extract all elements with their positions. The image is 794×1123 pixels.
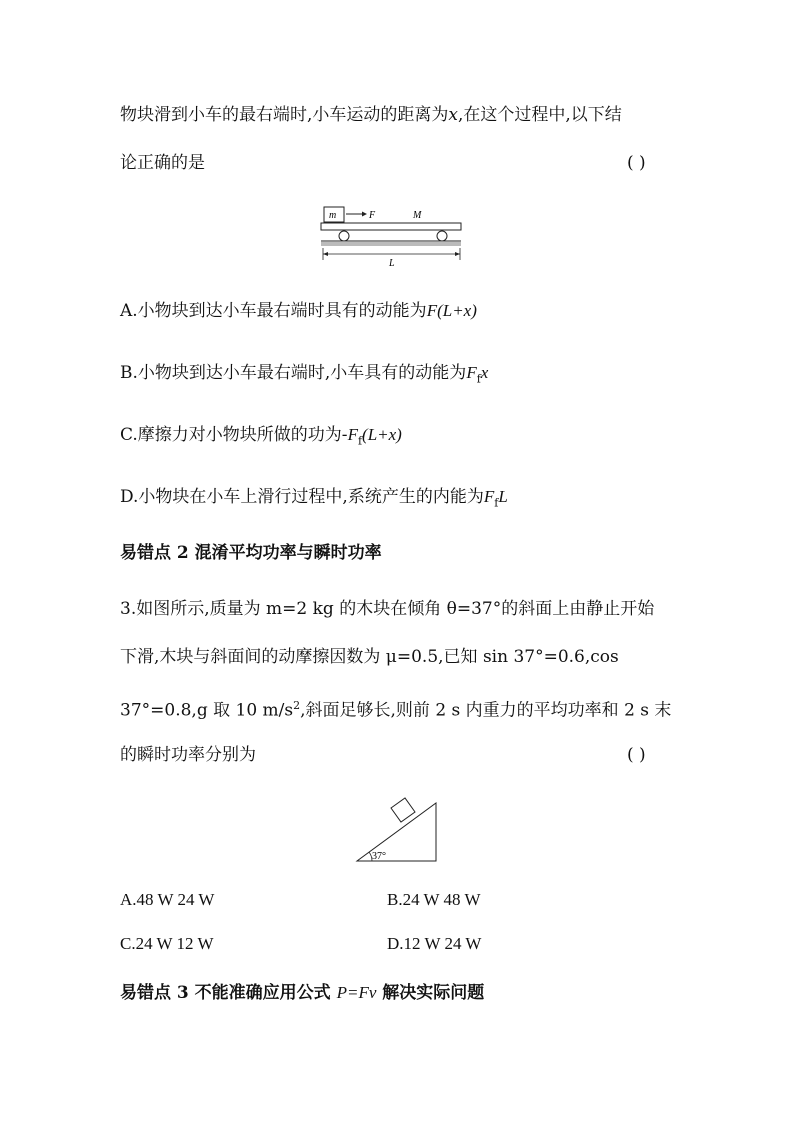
section-3-heading-formula: P=Fv [336, 983, 377, 1002]
q3-stem-line3 [120, 694, 671, 723]
q3-stem-line2: 下滑,木块与斜面间的动摩擦因数为 μ=0.5,已知 sin 37°=0.6,cos [120, 647, 619, 667]
q2-answer-paren: ( ) [627, 153, 646, 173]
q3-option-d: D.12 W 24 W [387, 934, 482, 953]
angle-label: 37° [372, 851, 386, 862]
incline-block [391, 798, 415, 822]
cart-wheel-right [437, 231, 447, 241]
q2-option-c [120, 423, 402, 453]
length-arrow-right [455, 252, 460, 256]
q2-option-c-text: C.摩擦力对小物块所做的功为- [120, 425, 348, 445]
q2-stem-line1-text-a: 物块滑到小车的最右端时,小车运动的距离为 [120, 105, 449, 125]
q2-option-a-formula: F(L+x) [426, 301, 477, 320]
q2-option-a-text: A.小物块到达小车最右端时具有的动能为 [120, 301, 427, 321]
q2-option-d-text: D.小物块在小车上滑行过程中,系统产生的内能为 [120, 487, 484, 507]
q3-answer-paren: ( ) [627, 745, 646, 765]
q3-incline-figure [354, 795, 440, 865]
q2-option-c-formula-main: F [347, 425, 358, 444]
q2-option-b-formula-main: F [466, 363, 477, 382]
q2-stem-line2: 论正确的是 [120, 153, 205, 173]
force-label: F [369, 210, 376, 221]
q2-option-c-formula-sub: f [357, 434, 363, 448]
cart-wheel-left [339, 231, 349, 241]
q3-option-a: A.48 W 24 W [120, 890, 215, 909]
block-label: m [329, 210, 337, 221]
q2-option-d [120, 485, 508, 515]
q3-stem-line3-text-b: ,斜面足够长,则前 2 s 内重力的平均功率和 2 s 末 [300, 700, 672, 721]
q2-option-d-formula-main: F [483, 487, 495, 506]
q2-option-b-formula-sub: f [476, 372, 481, 386]
cart-label: M [413, 210, 422, 221]
q2-option-b-text: B.小物块到达小车最右端时,小车具有的动能为 [120, 363, 467, 383]
q2-stem-line1-text-b: ,在这个过程中,以下结 [458, 105, 622, 125]
section-3-heading [120, 981, 484, 1005]
q3-stem-line4: 的瞬时功率分别为 [120, 745, 256, 765]
cart-plank [321, 223, 461, 230]
q2-option-c-formula-tail: (L+x) [362, 425, 402, 444]
section-3-heading-text-b: 解决实际问题 [376, 983, 485, 1003]
q3-stem-line1: 3.如图所示,质量为 m=2 kg 的木块在倾角 θ=37°的斜面上由静止开始 [120, 599, 655, 619]
q2-option-a [120, 299, 477, 323]
q3-stem-line3-text-a: 37°=0.8,g 取 10 m/s [120, 700, 294, 721]
q2-option-b [120, 361, 488, 391]
q2-stem-var-x: x [448, 105, 458, 125]
force-arrowhead [362, 212, 367, 217]
q2-stem-line1 [120, 103, 622, 127]
length-label: L [389, 258, 395, 268]
q3-option-b: B.24 W 48 W [387, 890, 481, 909]
q2-cart-figure [318, 202, 468, 268]
q2-option-b-formula-tail: x [480, 363, 489, 382]
ground-hatch [321, 242, 461, 246]
q2-option-d-formula-tail: L [498, 487, 508, 506]
section-3-heading-text-a: 易错点 3 不能准确应用公式 [120, 983, 337, 1003]
q3-option-c: C.24 W 12 W [120, 934, 214, 953]
q3-stem-line3-sup: 2 [293, 699, 301, 712]
length-arrow-left [323, 252, 328, 256]
section-2-heading: 易错点 2 混淆平均功率与瞬时功率 [120, 543, 382, 563]
q2-option-d-formula-sub: f [494, 496, 499, 510]
